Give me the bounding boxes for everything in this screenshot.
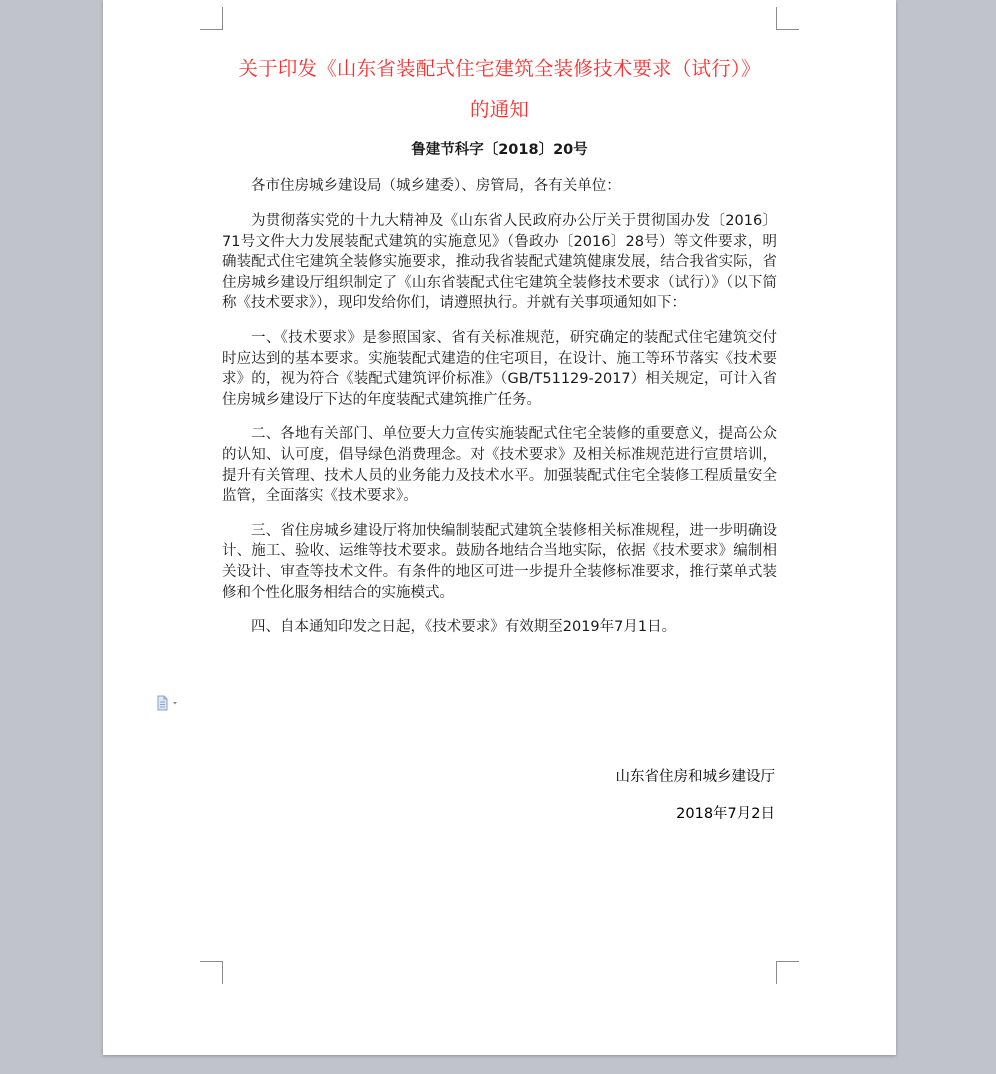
item-paragraph-2: 二、各地有关部门、单位要大力宣传实施装配式住宅全装修的重要意义，提高公众的认知、认可度，倡导绿色消费理念。对《技术要求》及相关标准规范进行宣贯培训，提升有关管理、技术人员的业务能力及技术水平。加强装配式住宅全装修工程质量安全监管，全面落实《技术要求》。	[222, 426, 777, 505]
margin-corner-top-right	[776, 7, 799, 30]
margin-corner-bottom-right	[776, 961, 799, 984]
document-body[interactable]	[222, 48, 777, 638]
margin-corner-top-left	[200, 7, 223, 30]
margin-corner-bottom-left	[200, 961, 223, 984]
signature-organization: 山东省住房和城乡建设厅	[615, 769, 775, 785]
document-title-line-1: 关于印发《山东省装配式住宅建筑全装修技术要求（试行）》	[238, 57, 761, 80]
document-page	[103, 0, 896, 1055]
item-paragraph-3: 三、省住房城乡建设厅将加快编制装配式建筑全装修相关标准规程，进一步明确设计、施工、验收、运维等技术要求。鼓励各地结合当地实际，依据《技术要求》编制相关设计、审查等技术文件。有条件的地区可进一步提升全装修标准要求，推行菜单式装修和个性化服务相结合的实施模式。	[222, 522, 777, 601]
salutation: 各市住房城乡建设局（城乡建委）、房管局，各有关单位：	[251, 178, 621, 194]
document-title-line-2: 的通知	[469, 98, 530, 121]
intro-paragraph: 为贯彻落实党的十九大精神及《山东省人民政府办公厅关于贯彻国办发〔2016〕71号文件大力发展装配式建筑的实施意见》（鲁政办〔2016〕28号）等文件要求，明确装配式住宅建筑全装修实施要求，推动我省装配式建筑健康发展，结合我省实际，省住房城乡建设厅组织制定了《山东省装配式住宅建筑全装修技术要求（试行）》（以下简称《技术要求》），现印发给你们，请遵照执行。并就有关事项通知如下：	[222, 213, 777, 312]
paste-options-icon[interactable]	[156, 695, 182, 711]
item-paragraph-1: 一、《技术要求》是参照国家、省有关标准规范，研究确定的装配式住宅建筑交付时应达到的基本要求。实施装配式建造的住宅项目，在设计、施工等环节落实《技术要求》的，视为符合《装配式建筑评价标准》（GB/T51129-2017）相关规定，可计入省住房城乡建设厅下达的年度装配式建筑推广任务。	[222, 329, 777, 408]
document-number: 鲁建节科字〔2018〕20号	[411, 142, 588, 158]
signature-date: 2018年7月2日	[676, 806, 775, 822]
item-paragraph-4: 四、自本通知印发之日起，《技术要求》有效期至2019年7月1日。	[251, 619, 677, 636]
